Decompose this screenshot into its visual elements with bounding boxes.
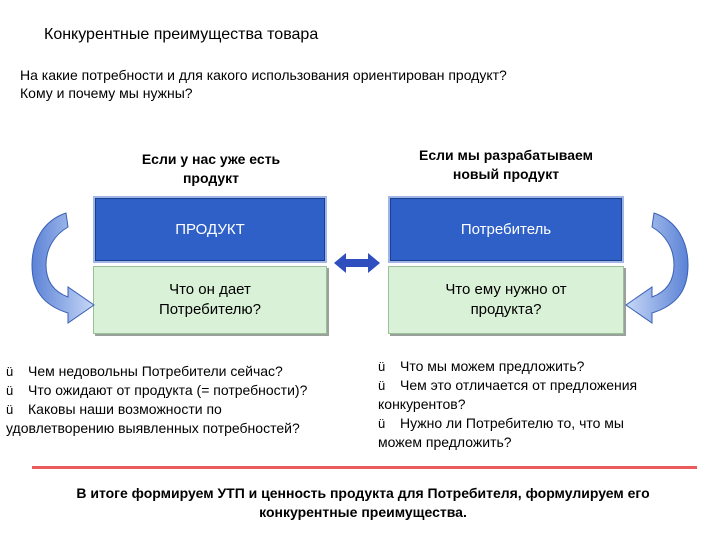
right-heading-line-2: новый продукт [452,166,560,182]
conclusion-line-1: В итоге формируем УТП и ценность продукта для Потребителя, формулируем его [76,485,650,501]
list-item: ü Чем это отличается от предложения [378,377,638,393]
list-item: ü Нужно ли Потребителю то, что мы [378,415,624,431]
list-item-continuation: можем предложить? [378,434,512,450]
question-line-2: Кому и почему мы нужны? [20,85,193,101]
left-question-list [6,362,366,438]
product-box: ПРОДУКТ [93,196,327,263]
double-arrow-icon [334,252,380,274]
left-column-heading [95,150,327,188]
list-item: ü Чем недовольны Потребители сейчас? [6,363,283,379]
slide-title: Конкурентные преимущества товара [44,26,319,43]
product-gives-box [93,266,327,334]
divider-line [32,466,697,469]
product-gives-line-2: Потребителю? [158,301,262,318]
list-item-continuation: удовлетворению выявленных потребностей? [6,420,300,436]
left-heading-line-2: продукт [182,170,240,186]
checkmark-icon: ü [378,378,386,393]
checkmark-icon: ü [6,402,14,417]
left-heading-line-1: Если у нас уже есть [141,151,281,167]
checkmark-icon: ü [6,364,14,379]
right-question-list [378,357,708,452]
consumer-needs-box [388,266,624,334]
consumer-needs-line-1: Что ему нужно от [445,281,567,298]
list-item: ü Что мы можем предложить? [378,358,585,374]
right-column-heading [388,146,624,184]
question-text [20,66,507,102]
right-heading-line-1: Если мы разрабатываем [419,147,593,163]
product-gives-line-1: Что он дает [169,281,251,298]
list-item: ü Каковы наши возможности по [6,401,222,417]
consumer-box: Потребитель [388,196,624,263]
conclusion-text [18,484,708,522]
curved-arrow-left-icon [28,205,98,325]
conclusion-line-2: конкурентные преимущества. [259,504,467,520]
checkmark-icon: ü [6,383,14,398]
curved-arrow-right-icon [622,205,692,325]
list-item: ü Что ожидают от продукта (= потребности)? [6,382,308,398]
checkmark-icon: ü [378,416,386,431]
list-item-continuation: конкурентов? [378,396,466,412]
consumer-needs-line-2: продукта? [470,301,542,318]
question-line-1: На какие потребности и для какого использования ориентирован продукт? [20,67,507,83]
checkmark-icon: ü [378,359,386,374]
